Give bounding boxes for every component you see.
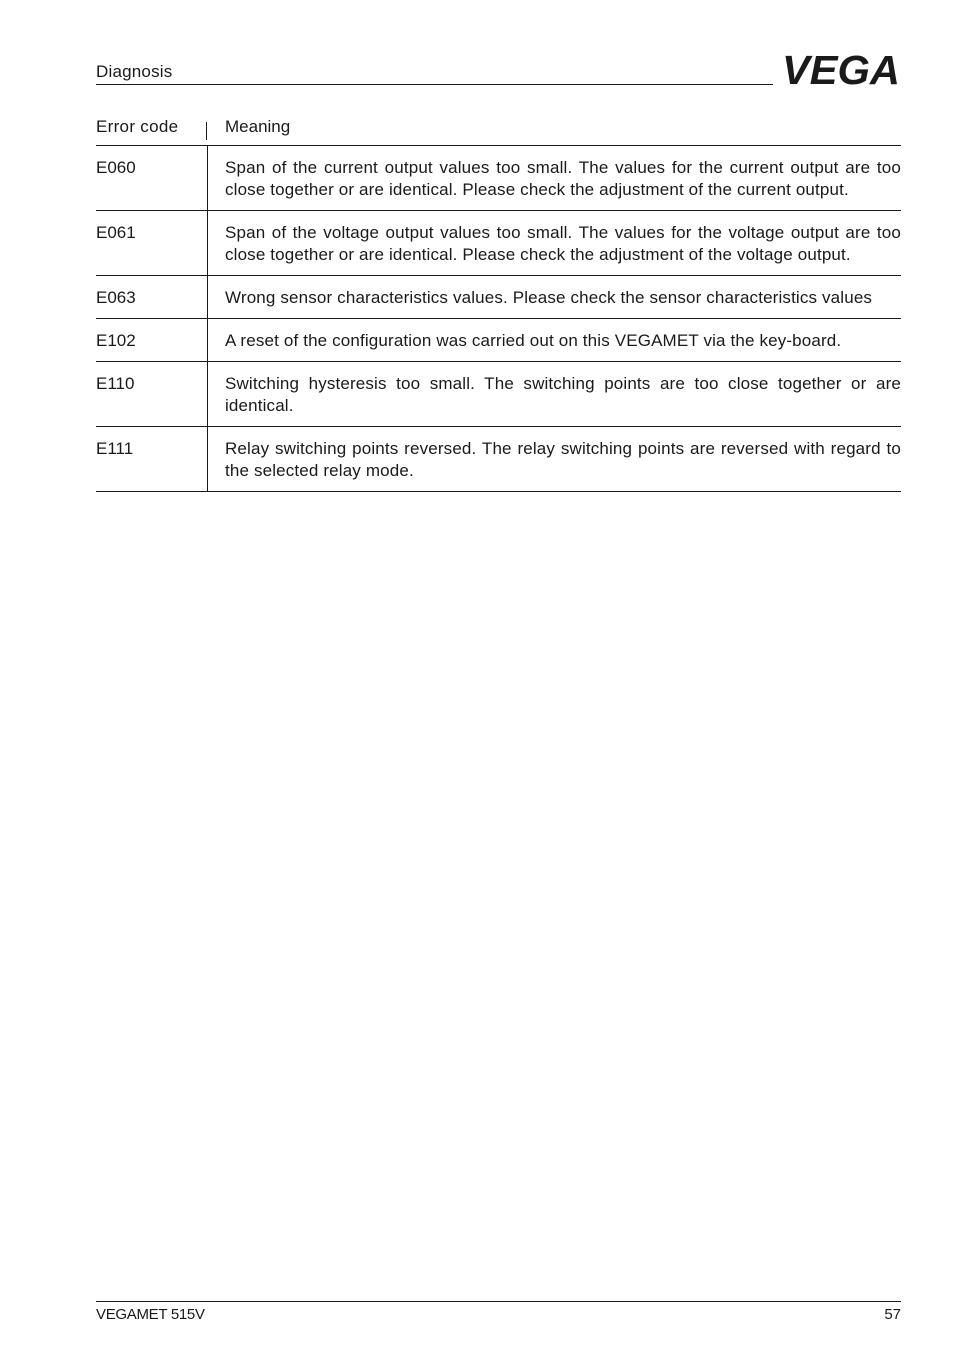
meaning-cell: A reset of the configuration was carried out on this VEGAMET via the key-board. [207,319,901,361]
vega-logo [782,52,902,86]
error-code-table [96,112,901,492]
table-row [96,276,901,319]
meaning-cell: Span of the voltage output values too small. The values for the voltage output are too close together or are identical. Please check the adjustment of the voltage output. [207,211,901,275]
error-code-cell: E063 [96,288,136,307]
table-row [96,362,901,427]
column-header-error-code: Error code [96,117,179,136]
header-rule [96,84,773,85]
meaning-cell: Span of the current output values too small. The values for the current output are too close together or are identical. Please check the adjustment of the current output. [207,146,901,210]
meaning-cell: Wrong sensor characteristics values. Please check the sensor characteristics values [207,276,901,318]
column-header-meaning: Meaning [225,117,291,136]
error-code-cell: E060 [96,158,136,177]
table-header [96,112,901,146]
table-row [96,427,901,492]
error-code-cell: E061 [96,223,136,242]
error-code-cell: E111 [96,439,134,458]
meaning-cell: Switching hysteresis too small. The switching points are too close together or are identical. [207,362,901,426]
svg-text:VEGA: VEGA [782,52,900,86]
header-divider [206,122,207,140]
table-row [96,146,901,211]
table-row [96,211,901,276]
error-code-cell: E102 [96,331,136,350]
footer-product-name: VEGAMET 515V [96,1306,205,1323]
meaning-cell: Relay switching points reversed. The relay switching points are reversed with regard to the selected relay mode. [207,427,901,491]
section-title: Diagnosis [96,62,173,81]
table-row [96,319,901,362]
page-number: 57 [884,1306,901,1323]
footer-rule [96,1301,901,1302]
error-code-cell: E110 [96,374,135,393]
